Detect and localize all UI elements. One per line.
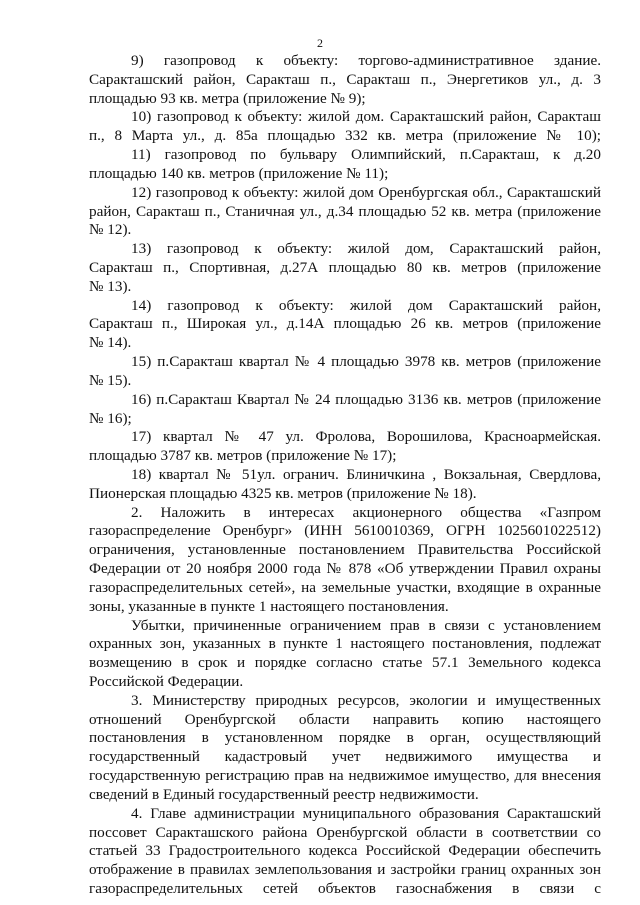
text-line: Пионерская площадью 4325 кв. метров (приложение № 18).	[89, 485, 477, 502]
text-line: газораспределительных сетей объектов газоснабжения в связи с	[89, 880, 601, 897]
text-line: статьей 33 Градостроительного кодекса Российской Федерации обеспечить	[89, 842, 601, 859]
text-line: 15) п.Саракташ квартал № 4 площадью 3978 кв. метров (приложение	[131, 353, 601, 370]
text-line: Саракташ п., Спортивная, д.27А площадью 80 кв. метров (приложение	[89, 259, 601, 276]
text-line: 4. Главе администрации муниципального образования Саракташский	[131, 805, 601, 822]
text-line: 10) газопровод к объекту: жилой дом. Саракташский район, Саракташ	[131, 108, 601, 125]
text-line: газораспределение Оренбург» (ИНН 5610010369, ОГРН 1025601022512)	[89, 522, 601, 539]
text-line: постановления в установленном порядке в орган, осуществляющий	[89, 729, 601, 746]
text-line: сведений в Единый государственный реестр недвижимости.	[89, 786, 479, 803]
text-line: площадью 3787 кв. метров (приложение № 17);	[89, 447, 397, 464]
text-line: отображение в правилах землепользования и застройки границ охранных зон	[89, 861, 601, 878]
text-line: № 16);	[89, 410, 132, 427]
text-line: Российской Федерации.	[89, 673, 244, 690]
text-line: отношений Оренбургской области направить копию настоящего	[89, 711, 601, 728]
text-line: Саракташ п., Широкая ул., д.14А площадью 26 кв. метров (приложение	[89, 315, 601, 332]
text-line: 2. Наложить в интересах акционерного общества «Газпром	[131, 504, 601, 521]
text-line: зоны, указанные в пункте 1 настоящего постановления.	[89, 598, 449, 615]
text-line: площадью 140 кв. метров (приложение № 11);	[89, 165, 389, 182]
text-line: 9) газопровод к объекту: торгово-административное здание.	[131, 52, 601, 69]
text-line: ограничения, установленные постановлением Правительства Российской	[89, 541, 601, 558]
text-line: п., 8 Марта ул., д. 85а площадью 332 кв. метра (приложение № 10);	[89, 127, 601, 144]
text-line: газораспределительных сетей», на земельные участки, входящие в охранные	[89, 579, 601, 596]
text-line: охранных зон, указанных в пункте 1 настоящего постановления, подлежат	[89, 635, 601, 652]
text-line: 12) газопровод к объекту: жилой дом Оренбургская обл., Саракташский	[131, 184, 601, 201]
text-line: Саракташский район, Саракташ п., Саракташ п., Энергетиков ул., д. 3	[89, 71, 601, 88]
text-line: государственный кадастровый учет недвижимого имущества и	[89, 748, 601, 765]
text-line: район, Саракташ п., Станичная ул., д.34 площадью 52 кв. метра (приложение	[89, 203, 601, 220]
text-line: 16) п.Саракташ Квартал № 24 площадью 3136 кв. метров (приложение	[131, 391, 601, 408]
text-line: возмещению в срок и порядке согласно статье 57.1 Земельного кодекса	[89, 654, 601, 671]
text-line: 14) газопровод к объекту: жилой дом Саракташский район,	[131, 297, 601, 314]
text-line: Убытки, причиненные ограничением прав в связи с установлением	[131, 617, 601, 634]
text-line: 18) квартал № 51ул. огранич. Блиничкина , Вокзальная, Свердлова,	[131, 466, 601, 483]
text-line: 3. Министерству природных ресурсов, экологии и имущественных	[131, 692, 601, 709]
text-line: 17) квартал № 47 ул. Фролова, Ворошилова, Красноармейская.	[131, 428, 601, 445]
text-line: № 14).	[89, 334, 132, 351]
text-line: 11) газопровод по бульвару Олимпийский, п.Саракташ, к д.20	[131, 146, 601, 163]
text-line: государственную регистрацию прав на недвижимое имущество, для внесения	[89, 767, 601, 784]
text-line: № 12).	[89, 221, 132, 238]
text-line: площадью 93 кв. метра (приложение № 9);	[89, 90, 366, 107]
text-line: поссовет Саракташского района Оренбургской области в соответствии со	[89, 824, 601, 841]
text-line: 13) газопровод к объекту: жилой дом, Саракташский район,	[131, 240, 601, 257]
text-line: Федерации от 20 ноября 2000 года № 878 «Об утверждении Правил охраны	[89, 560, 601, 577]
page-number: 2	[317, 36, 323, 50]
text-line: № 13).	[89, 278, 132, 295]
text-line: № 15).	[89, 372, 132, 389]
